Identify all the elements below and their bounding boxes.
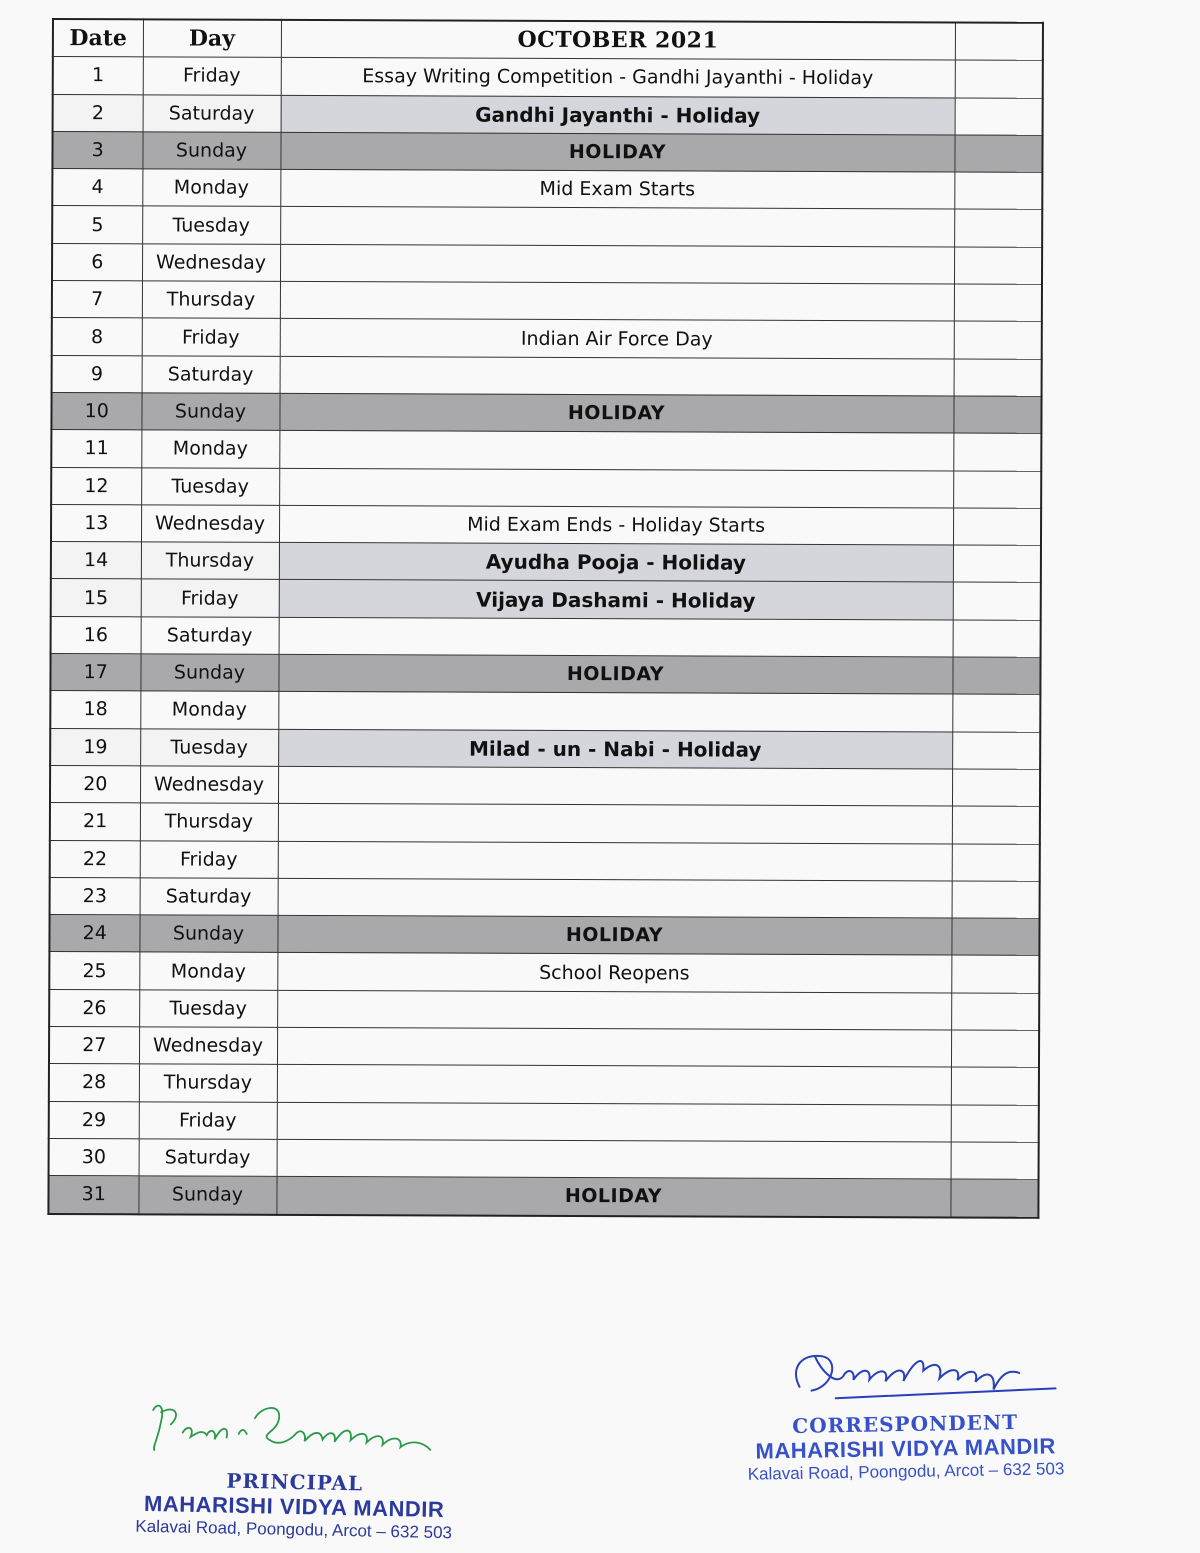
principal-role: PRINCIPAL — [226, 1468, 364, 1496]
table-header-row — [53, 19, 1043, 61]
day-cell: Friday — [139, 1101, 277, 1139]
calendar-body — [48, 57, 1042, 1217]
extra-cell — [954, 321, 1042, 359]
extra-cell — [954, 247, 1042, 285]
date-cell: 3 — [52, 131, 142, 169]
event-cell: Ayudha Pooja - Holiday — [279, 543, 953, 583]
date-cell: 7 — [52, 281, 142, 319]
extra-cell — [953, 582, 1041, 620]
table-row — [49, 952, 1039, 993]
table-row — [50, 728, 1040, 769]
event-cell: School Reopens — [277, 953, 951, 993]
extra-cell — [952, 806, 1040, 844]
day-cell: Tuesday — [140, 728, 278, 766]
event-cell — [277, 1102, 951, 1142]
date-cell: 1 — [53, 57, 143, 95]
extra-cell — [954, 172, 1042, 210]
extra-cell — [953, 396, 1041, 434]
event-cell: Mid Exam Ends - Holiday Starts — [279, 505, 953, 545]
event-cell: HOLIDAY — [277, 915, 951, 955]
table-row — [50, 877, 1040, 918]
table-row — [50, 654, 1040, 695]
table-row — [50, 765, 1040, 806]
principal-signature-icon — [130, 1392, 461, 1469]
day-cell: Friday — [143, 57, 281, 95]
table-row — [50, 803, 1040, 844]
table-row — [50, 840, 1040, 881]
extra-cell — [951, 955, 1039, 993]
day-cell: Saturday — [140, 878, 278, 916]
day-cell: Thursday — [140, 803, 278, 841]
day-cell: Monday — [142, 169, 280, 207]
extra-cell — [954, 209, 1042, 247]
day-cell: Friday — [141, 579, 279, 617]
table-row — [48, 1176, 1038, 1218]
table-row — [49, 1064, 1039, 1105]
table-row — [49, 989, 1039, 1030]
extra-cell — [953, 433, 1041, 471]
day-cell: Saturday — [143, 94, 281, 132]
day-cell: Friday — [140, 840, 278, 878]
table-row — [51, 579, 1041, 620]
table-row — [52, 355, 1042, 396]
extra-cell — [952, 881, 1040, 919]
event-cell — [278, 692, 952, 732]
date-cell: 18 — [50, 691, 140, 729]
date-cell: 8 — [52, 318, 142, 356]
event-cell — [278, 878, 952, 918]
extra-column-header — [955, 22, 1043, 60]
correspondent-school-name: MAHARISHI VIDYA MANDIR — [755, 1433, 1056, 1464]
extra-cell — [953, 620, 1041, 658]
event-cell — [279, 468, 953, 508]
date-cell: 13 — [51, 504, 141, 542]
extra-cell — [955, 60, 1043, 98]
extra-cell — [950, 1179, 1038, 1217]
date-cell: 28 — [49, 1064, 139, 1102]
correspondent-signature-icon — [739, 1342, 1070, 1410]
day-cell: Sunday — [139, 915, 277, 953]
date-cell: 14 — [51, 542, 141, 580]
principal-address: Kalavai Road, Poongodu, Arcot – 632 503 — [135, 1516, 453, 1543]
day-cell: Wednesday — [139, 1027, 277, 1065]
event-cell — [277, 990, 951, 1030]
date-cell: 6 — [52, 243, 142, 281]
extra-cell — [953, 545, 1041, 583]
table-row — [53, 57, 1043, 98]
day-cell: Tuesday — [139, 990, 277, 1028]
event-cell — [278, 804, 952, 844]
extra-cell — [952, 843, 1040, 881]
event-cell: Vijaya Dashami - Holiday — [279, 580, 953, 620]
day-cell: Tuesday — [141, 467, 279, 505]
date-cell: 26 — [49, 989, 139, 1027]
date-cell: 9 — [52, 355, 142, 393]
table-row — [51, 542, 1041, 583]
date-cell: 31 — [48, 1176, 138, 1214]
day-cell: Monday — [141, 430, 279, 468]
table-row — [52, 318, 1042, 359]
day-cell: Saturday — [139, 1139, 277, 1177]
event-cell — [280, 356, 954, 396]
day-cell: Thursday — [141, 542, 279, 580]
extra-cell — [954, 135, 1042, 173]
date-cell: 5 — [52, 206, 142, 244]
extra-cell — [952, 657, 1040, 695]
day-cell: Sunday — [141, 393, 279, 431]
day-cell: Thursday — [142, 281, 280, 319]
table-row — [49, 1027, 1039, 1068]
extra-cell — [952, 769, 1040, 807]
extra-cell — [955, 98, 1043, 136]
event-cell — [279, 617, 953, 657]
day-cell: Wednesday — [141, 505, 279, 543]
date-cell: 11 — [51, 430, 141, 468]
event-cell: HOLIDAY — [278, 654, 952, 694]
event-cell — [277, 1027, 951, 1067]
extra-cell — [951, 993, 1039, 1031]
date-cell: 22 — [50, 840, 140, 878]
table-row — [52, 281, 1042, 322]
day-cell: Monday — [140, 691, 278, 729]
event-cell: HOLIDAY — [276, 1177, 950, 1217]
date-cell: 12 — [51, 467, 141, 505]
event-cell — [278, 766, 952, 806]
day-cell: Sunday — [142, 132, 280, 170]
table-row — [53, 94, 1043, 135]
table-row — [50, 691, 1040, 732]
event-cell: Essay Writing Competition - Gandhi Jayanthi - Holiday — [281, 58, 955, 98]
date-cell: 20 — [50, 765, 140, 803]
extra-cell — [953, 508, 1041, 546]
date-cell: 10 — [51, 392, 141, 430]
date-cell: 17 — [50, 654, 140, 692]
principal-signature-block — [129, 1392, 462, 1544]
extra-cell — [951, 1067, 1039, 1105]
extra-cell — [951, 1105, 1039, 1143]
day-cell: Monday — [139, 952, 277, 990]
table-row — [49, 1138, 1039, 1179]
table-row — [49, 915, 1039, 956]
event-cell: Mid Exam Starts — [280, 170, 954, 210]
event-cell — [278, 841, 952, 881]
date-cell: 24 — [49, 915, 139, 953]
event-cell — [280, 207, 954, 247]
day-cell: Wednesday — [142, 244, 280, 282]
date-cell: 4 — [52, 169, 142, 207]
date-column-header: Date — [53, 19, 143, 57]
date-cell: 2 — [53, 94, 143, 132]
date-cell: 27 — [49, 1027, 139, 1065]
day-cell: Friday — [142, 318, 280, 356]
correspondent-address: Kalavai Road, Poongodu, Arcot – 632 503 — [747, 1459, 1065, 1484]
date-cell: 16 — [51, 616, 141, 654]
extra-cell — [954, 284, 1042, 322]
day-cell: Saturday — [142, 356, 280, 394]
event-cell: HOLIDAY — [279, 393, 953, 433]
extra-cell — [952, 732, 1040, 770]
event-cell — [280, 281, 954, 321]
date-cell: 29 — [49, 1101, 139, 1139]
event-cell: HOLIDAY — [280, 132, 954, 172]
extra-cell — [951, 1030, 1039, 1068]
table-row — [52, 169, 1042, 210]
event-cell: Milad - un - Nabi - Holiday — [278, 729, 952, 769]
table-row — [49, 1101, 1039, 1142]
extra-cell — [952, 694, 1040, 732]
event-cell — [279, 431, 953, 471]
event-cell — [277, 1065, 951, 1105]
event-cell: Gandhi Jayanthi - Holiday — [281, 95, 955, 135]
date-cell: 19 — [50, 728, 140, 766]
day-cell: Tuesday — [142, 206, 280, 244]
day-cell: Sunday — [140, 654, 278, 692]
extra-cell — [951, 918, 1039, 956]
correspondent-signature-block — [739, 1342, 1071, 1485]
day-cell: Thursday — [139, 1064, 277, 1102]
event-cell — [277, 1139, 951, 1179]
table-row — [51, 392, 1041, 433]
date-cell: 30 — [49, 1138, 139, 1176]
extra-cell — [953, 471, 1041, 509]
table-row — [52, 131, 1042, 172]
table-row — [51, 467, 1041, 508]
month-column-header: OCTOBER 2021 — [281, 20, 955, 60]
date-cell: 21 — [50, 803, 140, 841]
principal-school-name: MAHARISHI VIDYA MANDIR — [143, 1490, 445, 1523]
day-cell: Wednesday — [140, 766, 278, 804]
october-calendar-table — [47, 18, 1044, 1218]
extra-cell — [951, 1142, 1039, 1180]
event-cell: Indian Air Force Day — [280, 319, 954, 359]
table-row — [51, 430, 1041, 471]
table-row — [51, 616, 1041, 657]
day-cell: Sunday — [138, 1176, 276, 1214]
extra-cell — [954, 359, 1042, 397]
table-row — [52, 243, 1042, 284]
day-cell: Saturday — [141, 617, 279, 655]
event-cell — [280, 244, 954, 284]
date-cell: 23 — [50, 877, 140, 915]
table-row — [51, 504, 1041, 545]
date-cell: 25 — [49, 952, 139, 990]
correspondent-role: CORRESPONDENT — [792, 1410, 1019, 1438]
day-column-header: Day — [143, 19, 281, 57]
date-cell: 15 — [51, 579, 141, 617]
table-row — [52, 206, 1042, 247]
